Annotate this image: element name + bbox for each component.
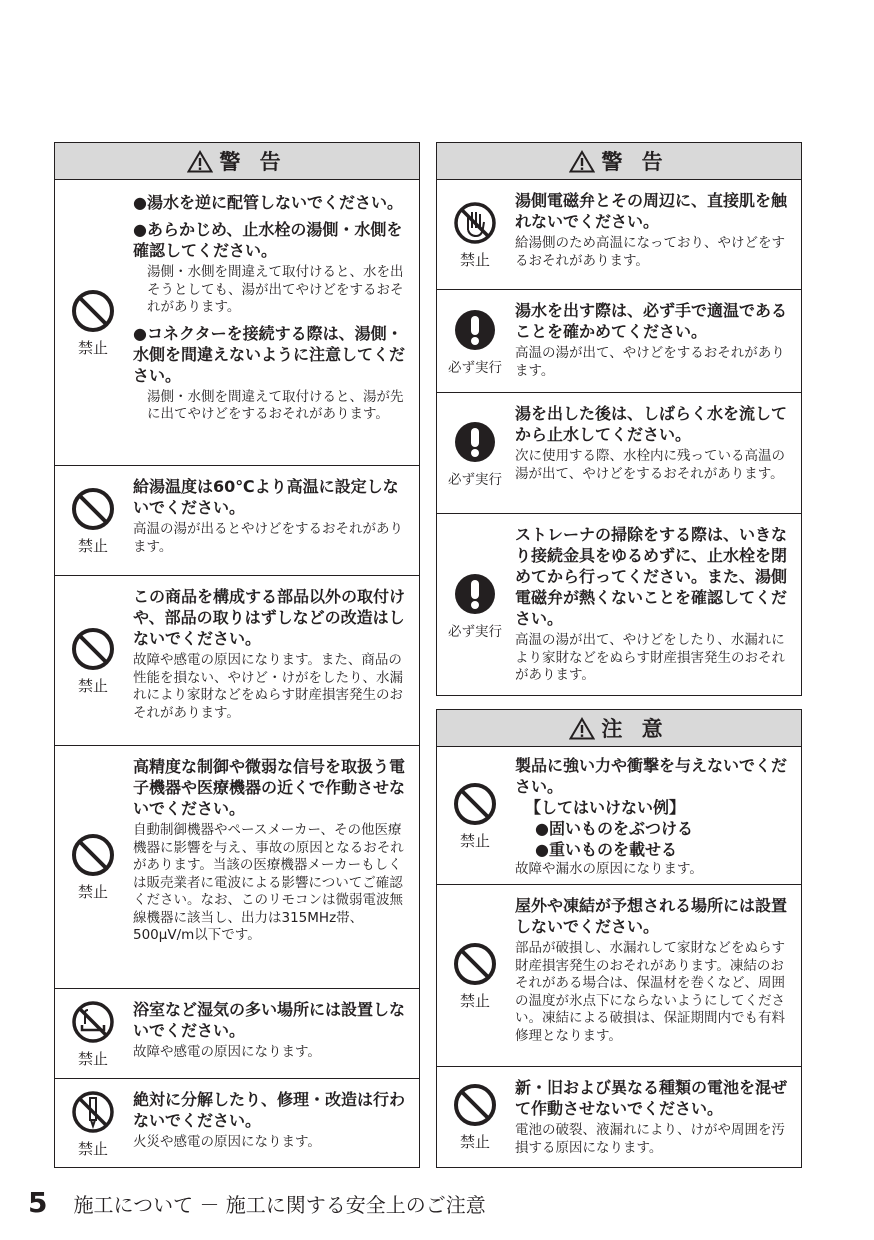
entry-solenoid-valve <box>437 180 801 290</box>
entry-example: ●固いものをぶつける <box>535 819 693 838</box>
entry-description: 湯側・水側を間違えて取付けると、湯が先に出てやけどをするおそれがあります。 <box>147 388 404 422</box>
entry-heading: 製品に強い力や衝撃を与えないでください。 <box>515 756 788 796</box>
prohibit-icon <box>452 941 498 987</box>
prohibit-label: 禁止 <box>77 1049 108 1068</box>
entry-description: 故障や感電の原因になります。また、商品の性能を損ない、やけど・けがをしたり、水漏れにより家財などをぬらす財産損害発生のおそれがあります。 <box>133 652 403 721</box>
prohibit-label: 禁止 <box>77 676 108 695</box>
prohibit-label: 禁止 <box>459 250 490 269</box>
entry-description: 給湯側のため高温になっており、やけどをするおそれがあります。 <box>515 235 785 269</box>
prohibit-icon <box>452 1082 498 1128</box>
entry-heading: この商品を構成する部品以外の取付けや、部品の取りはずしなどの改造はしないでください。 <box>133 587 406 648</box>
right-warning-box <box>436 142 802 696</box>
entry-temperature <box>55 466 419 576</box>
page-number: 5 <box>28 1186 48 1219</box>
no-bath-icon <box>70 999 116 1045</box>
entry-impact <box>437 747 801 885</box>
mandatory-icon <box>452 571 498 617</box>
mandatory-label: 必ず実行 <box>448 623 502 640</box>
left-warning-box <box>54 142 420 1168</box>
entry-heading: ●あらかじめ、止水栓の湯側・水側を確認してください。 <box>133 220 403 260</box>
entry-disassembly <box>55 1079 419 1168</box>
entry-description: 高温の湯が出るとやけどをするおそれがあります。 <box>133 521 403 555</box>
warning-title: 警 告 <box>601 150 669 174</box>
entry-description: 火災や感電の原因になります。 <box>133 1134 321 1150</box>
entry-heading: 屋外や凍結が予想される場所には設置しないでください。 <box>515 896 788 936</box>
entry-description: 故障や漏水の原因になります。 <box>515 861 703 877</box>
entry-outdoor-freezing <box>437 885 801 1067</box>
entry-description: 高温の湯が出て、やけどをしたり、水漏れにより家財などをぬらす財産損害発生のおそれがあります。 <box>515 632 785 683</box>
entry-heading: 新・旧および異なる種類の電池を混ぜて作動させないでください。 <box>515 1078 788 1118</box>
entry-modification <box>55 576 419 746</box>
entry-heading: 高精度な制御や微弱な信号を取扱う電子機器や医療機器の近くで作動させないでください。 <box>133 757 406 818</box>
prohibit-label: 禁止 <box>77 1139 108 1158</box>
prohibit-label: 禁止 <box>459 831 490 850</box>
entry-heading: 湯水を出す際は、必ず手で適温であることを確かめてください。 <box>515 301 788 341</box>
entry-heading: ●湯水を逆に配管しないでください。 <box>133 193 403 212</box>
entry-flush-water <box>437 393 801 514</box>
entry-description: 次に使用する際、水栓内に残っている高温の湯が出て、やけどをするおそれがあります。 <box>515 448 785 482</box>
mandatory-label: 必ず実行 <box>448 471 502 488</box>
no-touch-icon <box>452 200 498 246</box>
warning-triangle-icon <box>187 150 213 173</box>
warning-triangle-icon <box>569 150 595 173</box>
prohibit-icon <box>70 832 116 878</box>
entry-description: 自動制御機器やペースメーカー、その他医療機器に影響を与え、事故の原因となるおそれがあります。当該の医療機器メーカーもしくは販売業者に電波による影響についてご確認ください。なお、このリモコンは微弱電波無線機器に該当し、出力は315MHz帯、500μV/m以下です。 <box>133 822 404 943</box>
prohibit-label: 禁止 <box>459 991 490 1010</box>
warning-title: 警 告 <box>219 150 287 174</box>
entry-example: ●重いものを載せる <box>535 840 677 859</box>
right-caution-box <box>436 709 802 1168</box>
warning-header <box>55 143 419 180</box>
prohibit-label: 禁止 <box>77 883 108 901</box>
entry-heading: ●コネクターを接続する際は、湯側・水側を間違えないように注意してください。 <box>133 323 406 385</box>
caution-header <box>437 710 801 747</box>
caution-title: 注 意 <box>601 717 669 741</box>
prohibit-label: 禁止 <box>77 536 108 555</box>
no-disassemble-icon <box>70 1089 116 1135</box>
mandatory-icon <box>452 419 498 465</box>
warning-header <box>437 143 801 180</box>
entry-check-temperature <box>437 290 801 393</box>
entry-reverse-piping <box>55 180 419 466</box>
entry-heading: ストレーナの掃除をする際は、いきなり接続金具をゆるめずに、止水栓を閉めてから行ってください。また、湯側電磁弁が熱くないことを確認してください。 <box>515 525 788 628</box>
mandatory-label: 必ず実行 <box>448 359 502 376</box>
prohibit-icon <box>70 486 116 532</box>
entry-heading: 浴室など湿気の多い場所には設置しないでください。 <box>133 1000 406 1040</box>
entry-strainer-cleaning <box>437 514 801 696</box>
entry-heading: 湯を出した後は、しばらく水を流してから止水してください。 <box>515 404 788 444</box>
prohibit-label: 禁止 <box>459 1133 490 1151</box>
entry-heading: 絶対に分解したり、修理・改造は行わないでください。 <box>133 1090 406 1130</box>
prohibit-icon <box>70 626 116 672</box>
section-title: 施工について － 施工に関する安全上のご注意 <box>73 1193 486 1217</box>
entry-humid-place <box>55 989 419 1079</box>
mandatory-icon <box>452 307 498 353</box>
entry-medical-devices <box>55 746 419 989</box>
entry-heading: 給湯温度は60℃より高温に設定しないでください。 <box>133 477 399 517</box>
page-footer <box>28 1186 486 1219</box>
entry-description: 部品が破損し、水漏れして家財などをぬらす財産損害発生のおそれがあります。凍結のおそれがある場合は、保温材を巻くなど、周囲の温度が氷点下にならないようにしてください。凍結による破損は、保証期間内でも有料修理となります。 <box>515 940 785 1044</box>
entry-description: 湯側・水側を間違えて取付けると、水を出そうとしても、湯が出てやけどをするおそれがあります。 <box>147 264 404 315</box>
prohibit-label: 禁止 <box>77 338 108 357</box>
entry-heading: 湯側電磁弁とその周辺に、直接肌を触れないでください。 <box>515 191 788 231</box>
entry-description: 高温の湯が出て、やけどをするおそれがあります。 <box>515 345 785 379</box>
entry-batteries <box>437 1067 801 1167</box>
prohibit-icon <box>452 781 498 827</box>
warning-triangle-icon <box>569 717 595 740</box>
entry-description: 故障や感電の原因になります。 <box>133 1044 321 1060</box>
entry-example-heading: 【してはいけない例】 <box>525 798 686 817</box>
entry-description: 電池の破裂、液漏れにより、けがや周囲を汚損する原因になります。 <box>515 1122 785 1156</box>
prohibit-icon <box>70 288 116 334</box>
